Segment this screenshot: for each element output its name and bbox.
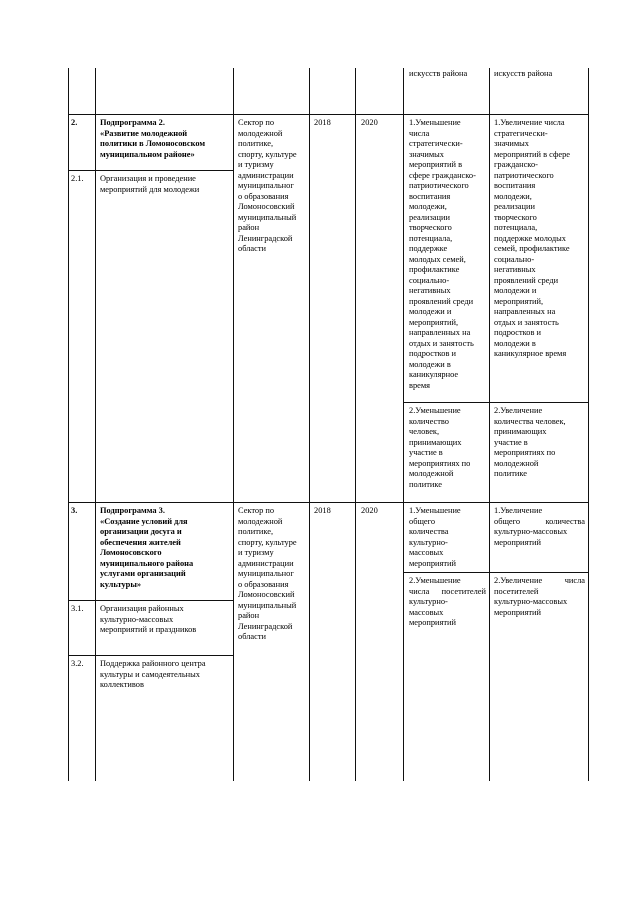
row-divider-indicator2-2 [403, 402, 589, 403]
row-divider-sub3-1 [68, 600, 234, 601]
block2-result-1: 1.Увеличение числа стратегически- значимых мероприятий в сфере гражданско- патриотического воспитания молодежи, реализации творческого потенциала, поддержке молодых семей, профилактике социально- негативных проявлений среди молодежи и мероприятий, направленных на отдых и занятость подростков и молодежи в каникулярное время [494, 118, 571, 358]
column-divider-problem [489, 68, 490, 781]
block3-result-1-line2: общего количества [494, 516, 585, 526]
column-divider-executor [309, 68, 310, 781]
block3-sub2-number: 3.2. [71, 659, 84, 668]
block3-problem-1: 1.Уменьшение общего количества культурно- массовых мероприятий [409, 506, 461, 568]
top-result-text: искусств района [494, 69, 553, 78]
column-divider-start [355, 68, 356, 781]
block2-sub1-text: Организация и проведение мероприятий для молодежи [100, 174, 200, 194]
block3-executor: Сектор по молодежной политике, спорту, культуре и туризму администрации муниципальног о образования Ломоносовский муниципальный район Ленинградской области [238, 506, 297, 641]
block3-start-year: 2018 [314, 506, 331, 515]
block3-result-2-rest: посетителей культурно-массовых мероприятий [494, 586, 568, 617]
block3-problem-2-line2: числа посетителей [409, 586, 486, 596]
block2-result-2: 2.Увеличение количества человек, принимающих участие в мероприятиях по молодежной политике [494, 406, 566, 478]
row-divider-block2-top [68, 114, 589, 115]
block2-number: 2. [71, 118, 78, 127]
row-divider-indicator3-2 [403, 572, 589, 573]
block3-problem-2-line1: 2.Уменьшение [409, 576, 461, 585]
block2-sub1-number: 2.1. [71, 174, 84, 183]
block3-end-year: 2020 [361, 506, 378, 515]
block3-result-2-line1: 2.Увеличение числа [494, 576, 585, 585]
block3-sub1-text: Организация районных культурно-массовых мероприятий и праздников [100, 604, 197, 634]
row-divider-block3-top [68, 502, 589, 503]
table-border-right [588, 68, 589, 781]
block2-problem-1: 1.Уменьшение числа стратегически- значимых мероприятий в сфере гражданско- патриотического воспитания молодежи, реализации творческого потенциала, поддержке молодых семей, профилактике социально- негативных проявлений среди молодежи и мероприятий, направленных на отдых и занятость подростков и молодежи в каникулярное время [409, 118, 476, 390]
block2-title: Подпрограмма 2. «Развитие молодежной политики в Ломоносовском муниципальном районе» [100, 118, 206, 159]
table-border-left [68, 68, 69, 781]
block3-sub2-text: Поддержка районного центра культуры и самодеятельных коллективов [100, 659, 206, 689]
block3-sub1-number: 3.1. [71, 604, 84, 613]
block3-result-1-line1: 1.Увеличение [494, 506, 543, 515]
block2-problem-2: 2.Уменьшение количество человек, принимающих участие в мероприятиях по молодежной политике [409, 406, 471, 489]
row-divider-sub2-1 [68, 170, 234, 171]
row-divider-sub3-2 [68, 655, 234, 656]
block3-title: Подпрограмма 3. «Создание условий для организации досуга и обеспечения жителей Ломоносовского муниципального района услугами организаций культуры» [100, 506, 194, 589]
column-divider-name [233, 68, 234, 781]
block2-executor: Сектор по молодежной политике, спорту, культуре и туризму администрации муниципальног о образования Ломоносовский муниципальный район Ленинградской области [238, 118, 297, 253]
column-divider-end [403, 68, 404, 781]
block2-start-year: 2018 [314, 118, 331, 127]
block2-end-year: 2020 [361, 118, 378, 127]
block3-number: 3. [71, 506, 78, 515]
top-goal-text: искусств района [409, 69, 468, 78]
block3-result-1-rest: культурно-массовых мероприятий [494, 527, 568, 547]
block3-problem-2-rest: культурно- массовых мероприятий [409, 597, 457, 627]
column-divider-number [95, 68, 96, 781]
